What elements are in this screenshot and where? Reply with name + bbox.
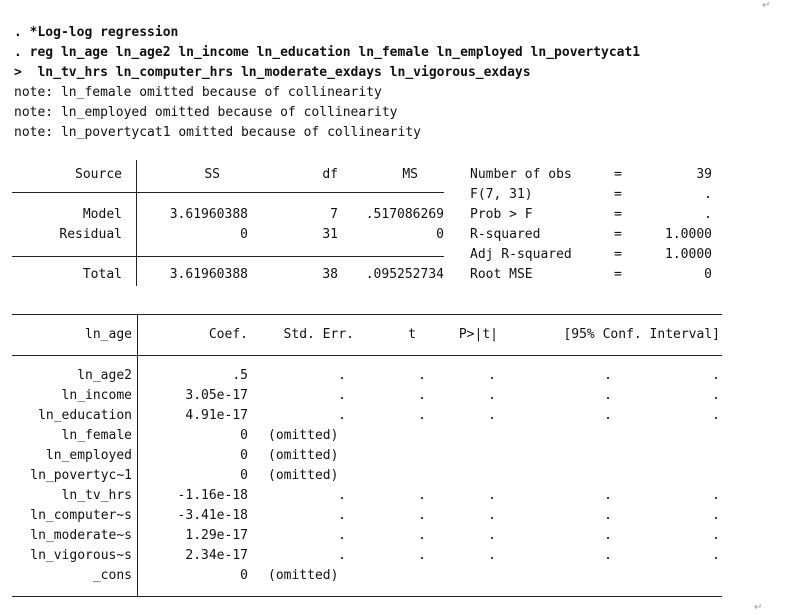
anova-stat-label: F(7, 31) bbox=[470, 187, 533, 202]
coef-row-ci-low: . bbox=[604, 488, 612, 503]
anova-stat-label: Root MSE bbox=[470, 267, 533, 282]
coef-header-var: ln_age bbox=[85, 327, 132, 342]
coef-row-ci-low: . bbox=[604, 368, 612, 383]
anova-header-ms: MS bbox=[402, 167, 418, 182]
paragraph-mark-icon: ↵ bbox=[754, 602, 763, 613]
anova-row-ms: .095252734 bbox=[365, 267, 444, 282]
coef-row-coef: 0 bbox=[240, 568, 248, 583]
paragraph-mark-icon: ↵ bbox=[762, 0, 771, 11]
anova-stat-value: 39 bbox=[696, 167, 712, 182]
coef-row-p: . bbox=[488, 388, 496, 403]
anova-row-source: Total bbox=[82, 267, 122, 282]
anova-stat-label: Number of obs bbox=[470, 167, 572, 182]
coef-row-var: _cons bbox=[92, 568, 132, 583]
coef-row-ci-low: . bbox=[604, 508, 612, 523]
coef-row-se: . bbox=[338, 408, 346, 423]
command-line: note: ln_povertycat1 omitted because of collinearity bbox=[14, 125, 421, 140]
coef-row-ci-high: . bbox=[712, 388, 720, 403]
coef-row-se: . bbox=[338, 548, 346, 563]
coef-row-coef: -3.41e-18 bbox=[177, 508, 248, 523]
coef-row-var: ln_female bbox=[61, 428, 132, 443]
coef-row-ci-low: . bbox=[604, 528, 612, 543]
coef-row-se: . bbox=[338, 368, 346, 383]
coef-row-t: . bbox=[418, 408, 426, 423]
anova-row-ms: 0 bbox=[436, 227, 444, 242]
anova-divider bbox=[136, 160, 137, 286]
anova-total-rule bbox=[12, 256, 444, 257]
command-line: > ln_tv_hrs ln_computer_hrs ln_moderate_exdays ln_vigorous_exdays bbox=[14, 65, 531, 80]
coef-row-t: . bbox=[418, 508, 426, 523]
coef-row-omitted: (omitted) bbox=[268, 568, 339, 583]
coef-divider bbox=[137, 314, 138, 596]
coef-row-p: . bbox=[488, 488, 496, 503]
coef-row-omitted: (omitted) bbox=[268, 448, 339, 463]
coef-row-var: ln_vigorous~s bbox=[30, 548, 132, 563]
anova-stat-label: Prob > F bbox=[470, 207, 533, 222]
coef-row-coef: .5 bbox=[232, 368, 248, 383]
command-line: . *Log-log regression bbox=[14, 25, 179, 40]
coef-header-rule bbox=[12, 355, 722, 356]
anova-row-source: Model bbox=[82, 207, 122, 222]
coef-row-ci-high: . bbox=[712, 528, 720, 543]
coef-row-ci-low: . bbox=[604, 408, 612, 423]
coef-row-coef: 0 bbox=[240, 448, 248, 463]
coef-row-ci-high: . bbox=[712, 368, 720, 383]
coef-header-p: P>|t| bbox=[458, 327, 498, 342]
anova-stat-eq: = bbox=[614, 207, 622, 222]
coef-row-var: ln_moderate~s bbox=[30, 528, 132, 543]
anova-row-df: 7 bbox=[330, 207, 338, 222]
coef-row-p: . bbox=[488, 508, 496, 523]
anova-row-ss: 0 bbox=[240, 227, 248, 242]
anova-stat-value: 1.0000 bbox=[665, 247, 712, 262]
coef-row-var: ln_computer~s bbox=[30, 508, 132, 523]
coef-bottom-rule bbox=[12, 596, 722, 597]
coef-header-se: Std. Err. bbox=[283, 327, 354, 342]
coef-header-t: t bbox=[408, 327, 416, 342]
coef-row-ci-high: . bbox=[712, 508, 720, 523]
anova-stat-label: R-squared bbox=[470, 227, 541, 242]
coef-row-t: . bbox=[418, 388, 426, 403]
coef-row-var: ln_age2 bbox=[77, 368, 132, 383]
coef-row-var: ln_education bbox=[38, 408, 132, 423]
coef-row-p: . bbox=[488, 368, 496, 383]
anova-stat-value: 0 bbox=[704, 267, 712, 282]
coef-row-var: ln_tv_hrs bbox=[61, 488, 132, 503]
anova-stat-eq: = bbox=[614, 247, 622, 262]
coef-top-rule bbox=[12, 314, 722, 315]
coef-row-coef: 2.34e-17 bbox=[185, 548, 248, 563]
coef-row-var: ln_employed bbox=[45, 448, 132, 463]
anova-header-source: Source bbox=[75, 167, 122, 182]
coef-row-omitted: (omitted) bbox=[268, 468, 339, 483]
anova-row-ss: 3.61960388 bbox=[169, 267, 248, 282]
coef-row-se: . bbox=[338, 528, 346, 543]
coef-header-ci: [95% Conf. Interval] bbox=[563, 327, 720, 342]
coef-row-t: . bbox=[418, 548, 426, 563]
coef-row-se: . bbox=[338, 388, 346, 403]
coef-row-coef: 3.05e-17 bbox=[185, 388, 248, 403]
anova-row-df: 38 bbox=[322, 267, 338, 282]
coef-row-coef: 0 bbox=[240, 428, 248, 443]
anova-row-df: 31 bbox=[322, 227, 338, 242]
coef-row-coef: -1.16e-18 bbox=[177, 488, 248, 503]
anova-stat-value: . bbox=[704, 207, 712, 222]
coef-row-ci-low: . bbox=[604, 388, 612, 403]
coef-row-var: ln_povertyc~1 bbox=[30, 468, 132, 483]
coef-header-coef: Coef. bbox=[208, 327, 248, 342]
anova-row-ms: .517086269 bbox=[365, 207, 444, 222]
coef-row-coef: 1.29e-17 bbox=[185, 528, 248, 543]
coef-row-t: . bbox=[418, 528, 426, 543]
anova-stat-value: 1.0000 bbox=[665, 227, 712, 242]
command-line: . reg ln_age ln_age2 ln_income ln_education ln_female ln_employed ln_povertycat1 bbox=[14, 45, 641, 60]
coef-row-var: ln_income bbox=[61, 388, 132, 403]
coef-row-coef: 0 bbox=[240, 468, 248, 483]
anova-stat-label: Adj R-squared bbox=[470, 247, 572, 262]
coef-row-ci-high: . bbox=[712, 548, 720, 563]
anova-stat-eq: = bbox=[614, 227, 622, 242]
anova-stat-eq: = bbox=[614, 167, 622, 182]
coef-row-coef: 4.91e-17 bbox=[185, 408, 248, 423]
coef-row-se: . bbox=[338, 508, 346, 523]
anova-header-ss: SS bbox=[204, 167, 220, 182]
coef-row-p: . bbox=[488, 548, 496, 563]
command-line: note: ln_female omitted because of collinearity bbox=[14, 85, 382, 100]
anova-stat-eq: = bbox=[614, 187, 622, 202]
coef-row-ci-low: . bbox=[604, 548, 612, 563]
coef-row-t: . bbox=[418, 488, 426, 503]
coef-row-p: . bbox=[488, 408, 496, 423]
coef-row-ci-high: . bbox=[712, 408, 720, 423]
coef-row-omitted: (omitted) bbox=[268, 428, 339, 443]
anova-header-df: df bbox=[322, 167, 338, 182]
anova-header-rule bbox=[12, 192, 444, 193]
coef-row-ci-high: . bbox=[712, 488, 720, 503]
coef-row-p: . bbox=[488, 528, 496, 543]
anova-row-ss: 3.61960388 bbox=[169, 207, 248, 222]
anova-stat-eq: = bbox=[614, 267, 622, 282]
coef-row-t: . bbox=[418, 368, 426, 383]
coef-row-se: . bbox=[338, 488, 346, 503]
anova-stat-value: . bbox=[704, 187, 712, 202]
anova-row-source: Residual bbox=[59, 227, 122, 242]
command-line: note: ln_employed omitted because of collinearity bbox=[14, 105, 398, 120]
